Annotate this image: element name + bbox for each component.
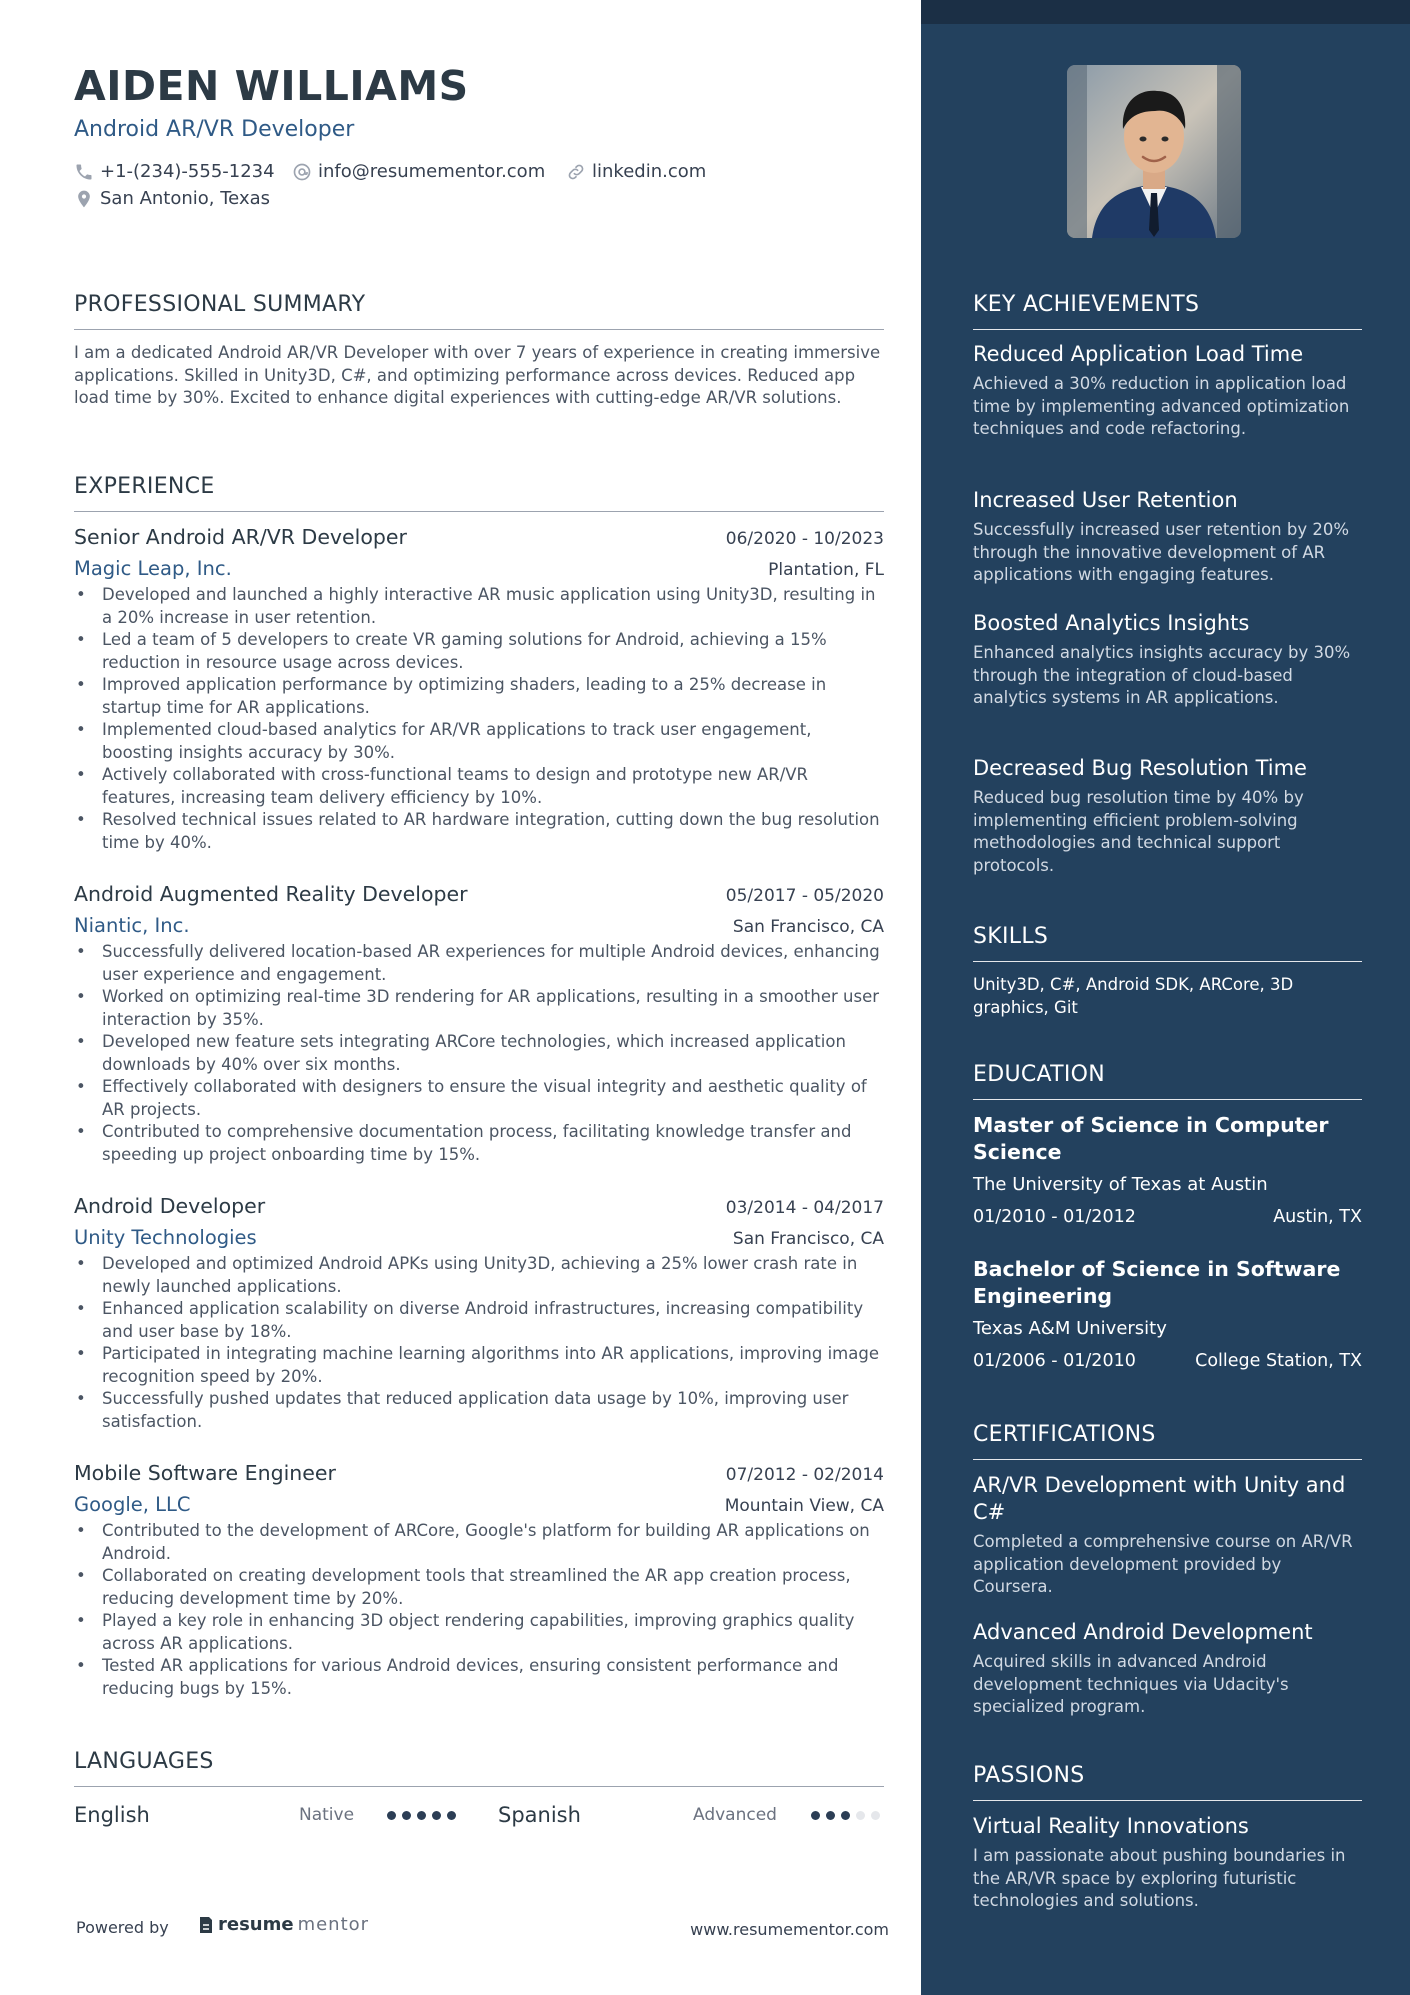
achievement-item — [973, 341, 1362, 441]
powered-by-label: Powered by — [76, 1918, 169, 1937]
rating-dot-filled — [432, 1811, 441, 1820]
education-heading: EDUCATION — [973, 1062, 1362, 1100]
rating-dot-filled — [447, 1811, 456, 1820]
skills-heading: SKILLS — [973, 924, 1362, 962]
languages-heading: LANGUAGES — [74, 1749, 884, 1787]
achievement-item — [973, 487, 1362, 587]
sidebar — [921, 0, 1410, 1995]
resumementor-logo[interactable] — [198, 1914, 369, 1935]
education-item — [973, 1256, 1362, 1371]
job-bullets — [74, 941, 884, 1166]
achievement-title: Decreased Bug Resolution Time — [973, 756, 1307, 780]
job-entry — [74, 882, 884, 1166]
achievement-item — [973, 610, 1362, 710]
phone-contact — [74, 161, 275, 182]
bullet-item: • Tested AR applications for various Android devices, ensuring consistent performance and reducing bugs by 15%. — [74, 1655, 884, 1700]
language-item — [498, 1800, 884, 1830]
job-company: Magic Leap, Inc. — [74, 557, 232, 580]
language-level: Advanced — [693, 1805, 777, 1825]
certification-item — [973, 1619, 1362, 1719]
job-bullets — [74, 584, 884, 854]
bullet-item: • Developed and launched a highly interactive AR music application using Unity3D, resulting in a 20% increase in user retention. — [74, 584, 884, 629]
job-company: Unity Technologies — [74, 1226, 257, 1249]
education-degree: Bachelor of Science in Software Engineering — [973, 1257, 1341, 1308]
bullet-item: • Successfully pushed updates that reduced application data usage by 10%, improving user satisfaction. — [74, 1388, 884, 1433]
certifications-heading: CERTIFICATIONS — [973, 1422, 1362, 1460]
job-dates: 07/2012 - 02/2014 — [725, 1465, 884, 1485]
language-level: Native — [299, 1805, 355, 1825]
rating-dot-filled — [811, 1811, 820, 1820]
rating-dot-filled — [387, 1811, 396, 1820]
at-icon — [292, 162, 312, 182]
phone-text[interactable]: +1-(234)-555-1234 — [100, 161, 275, 182]
education-dates: 01/2006 - 01/2010 — [973, 1351, 1136, 1371]
skills-text: Unity3D, C#, Android SDK, ARCore, 3D graphics, Git — [973, 975, 1294, 1017]
job-location: San Francisco, CA — [732, 1229, 884, 1249]
education-dates: 01/2010 - 01/2012 — [973, 1207, 1136, 1227]
candidate-name: AIDEN WILLIAMS — [74, 62, 469, 110]
job-company: Google, LLC — [74, 1493, 191, 1516]
bullet-item: • Effectively collaborated with designers to ensure the visual integrity and aesthetic quality of AR projects. — [74, 1076, 884, 1121]
phone-icon — [74, 162, 94, 182]
rating-dot-filled — [841, 1811, 850, 1820]
bullet-item: • Improved application performance by optimizing shaders, leading to a 25% decrease in startup time for AR applications. — [74, 674, 884, 719]
achievement-desc: Achieved a 30% reduction in application load time by implementing advanced optimization techniques and code refactoring. — [973, 374, 1350, 438]
education-degree: Master of Science in Computer Science — [973, 1113, 1329, 1164]
passion-title: Virtual Reality Innovations — [973, 1814, 1249, 1838]
achievement-item — [973, 755, 1362, 877]
job-location: Mountain View, CA — [724, 1496, 884, 1516]
job-location: San Francisco, CA — [732, 917, 884, 937]
bullet-item: • Actively collaborated with cross-functional teams to design and prototype new AR/VR features, increasing team delivery efficiency by 10%. — [74, 764, 884, 809]
bullet-item: • Led a team of 5 developers to create VR gaming solutions for Android, achieving a 15% reduction in resource usage across devices. — [74, 629, 884, 674]
profile-photo — [1067, 65, 1241, 238]
job-bullets — [74, 1253, 884, 1433]
certification-item — [973, 1472, 1362, 1599]
location-pin-icon — [74, 189, 94, 209]
job-title: Mobile Software Engineer — [74, 1461, 336, 1485]
bullet-item: • Participated in integrating machine learning algorithms into AR applications, improving image recognition speed by 20%. — [74, 1343, 884, 1388]
linkedin-text[interactable]: linkedin.com — [592, 161, 707, 182]
language-item — [74, 1800, 457, 1830]
summary-heading: PROFESSIONAL SUMMARY — [74, 292, 884, 330]
achievement-desc: Enhanced analytics insights accuracy by 30% through the integration of cloud-based analytics systems in AR applications. — [973, 643, 1351, 707]
location-contact — [74, 188, 270, 209]
certification-desc: Acquired skills in advanced Android development techniques via Udacity's specialized program. — [973, 1652, 1289, 1716]
certification-title: Advanced Android Development — [973, 1620, 1313, 1644]
passions-heading: PASSIONS — [973, 1763, 1362, 1801]
location-text: San Antonio, Texas — [100, 188, 270, 209]
job-title: Android Augmented Reality Developer — [74, 882, 468, 906]
bullet-item: • Worked on optimizing real-time 3D rendering for AR applications, resulting in a smoother user interaction by 35%. — [74, 986, 884, 1031]
job-bullets — [74, 1520, 884, 1700]
job-company: Niantic, Inc. — [74, 914, 190, 937]
education-location: College Station, TX — [1195, 1351, 1362, 1371]
job-title: Senior Android AR/VR Developer — [74, 525, 407, 549]
language-rating — [811, 1811, 880, 1820]
job-dates: 06/2020 - 10/2023 — [725, 529, 884, 549]
achievement-title: Boosted Analytics Insights — [973, 611, 1250, 635]
achievement-desc: Reduced bug resolution time by 40% by implementing efficient problem-solving methodologies and technical support protocols. — [973, 788, 1304, 875]
passion-desc: I am passionate about pushing boundaries in the AR/VR space by exploring futuristic technologies and solutions. — [973, 1846, 1346, 1910]
job-title-header: Android AR/VR Developer — [74, 117, 355, 142]
email-text[interactable]: info@resumementor.com — [318, 161, 546, 182]
rating-dot-filled — [826, 1811, 835, 1820]
achievement-title: Reduced Application Load Time — [973, 342, 1304, 366]
language-name: Spanish — [498, 1803, 581, 1827]
bullet-item: • Contributed to comprehensive documentation process, facilitating knowledge transfer and speeding up project onboarding time by 15%. — [74, 1121, 884, 1166]
experience-heading: EXPERIENCE — [74, 474, 884, 512]
bullet-item: • Developed and optimized Android APKs using Unity3D, achieving a 25% lower crash rate in newly launched applications. — [74, 1253, 884, 1298]
rating-dot-filled — [417, 1811, 426, 1820]
job-entry — [74, 525, 884, 854]
logo-text-light: mentor — [297, 1914, 370, 1935]
education-school: Texas A&M University — [973, 1318, 1167, 1339]
rating-dot-empty — [856, 1811, 865, 1820]
rating-dot-empty — [871, 1811, 880, 1820]
education-item — [973, 1112, 1362, 1227]
bullet-item: • Collaborated on creating development tools that streamlined the AR app creation process, reducing development time by 20%. — [74, 1565, 884, 1610]
rating-dot-filled — [402, 1811, 411, 1820]
achievement-title: Increased User Retention — [973, 488, 1238, 512]
email-contact — [292, 161, 545, 182]
linkedin-contact — [566, 161, 706, 182]
bullet-item: • Implemented cloud-based analytics for AR/VR applications to track user engagement, boosting insights accuracy by 30%. — [74, 719, 884, 764]
bullet-item: • Contributed to the development of ARCore, Google's platform for building AR applications on Android. — [74, 1520, 884, 1565]
job-dates: 03/2014 - 04/2017 — [725, 1198, 884, 1218]
bullet-item: • Resolved technical issues related to AR hardware integration, cutting down the bug resolution time by 40%. — [74, 809, 884, 854]
education-location: Austin, TX — [1273, 1207, 1362, 1227]
job-title: Android Developer — [74, 1194, 266, 1218]
job-dates: 05/2017 - 05/2020 — [725, 886, 884, 906]
education-school: The University of Texas at Austin — [973, 1174, 1268, 1195]
job-location: Plantation, FL — [768, 560, 884, 580]
sidebar-top-bar — [921, 0, 1410, 24]
language-rating — [387, 1811, 456, 1820]
bullet-item: • Developed new feature sets integrating ARCore technologies, which increased application downloads by 40% over six months. — [74, 1031, 884, 1076]
language-name: English — [74, 1803, 150, 1827]
logo-mark-icon — [198, 1915, 214, 1935]
link-icon — [566, 162, 586, 182]
summary-text: I am a dedicated Android AR/VR Developer with over 7 years of experience in creating immersive applications. Skilled in Unity3D, C#, and optimizing performance across devices. Reduced app load time by 30%. Excited to enhance digital experiences with cutting-edge AR/VR solutions. — [74, 343, 881, 407]
footer-url[interactable]: www.resumementor.com — [690, 1920, 889, 1939]
job-entry — [74, 1461, 884, 1700]
passion-item — [973, 1813, 1362, 1913]
achievement-desc: Successfully increased user retention by 20% through the innovative development of AR applications with engaging features. — [973, 520, 1350, 584]
bullet-item: • Successfully delivered location-based AR experiences for multiple Android devices, enhancing user experience and engagement. — [74, 941, 884, 986]
certification-desc: Completed a comprehensive course on AR/VR application development provided by Coursera. — [973, 1532, 1353, 1596]
job-entry — [74, 1194, 884, 1433]
bullet-item: • Enhanced application scalability on diverse Android infrastructures, increasing compatibility and user base by 18%. — [74, 1298, 884, 1343]
achievements-heading: KEY ACHIEVEMENTS — [973, 292, 1362, 330]
bullet-item: • Played a key role in enhancing 3D object rendering capabilities, improving graphics quality across AR applications. — [74, 1610, 884, 1655]
certification-title: AR/VR Development with Unity and C# — [973, 1473, 1346, 1524]
logo-text-bold: resume — [218, 1914, 294, 1935]
